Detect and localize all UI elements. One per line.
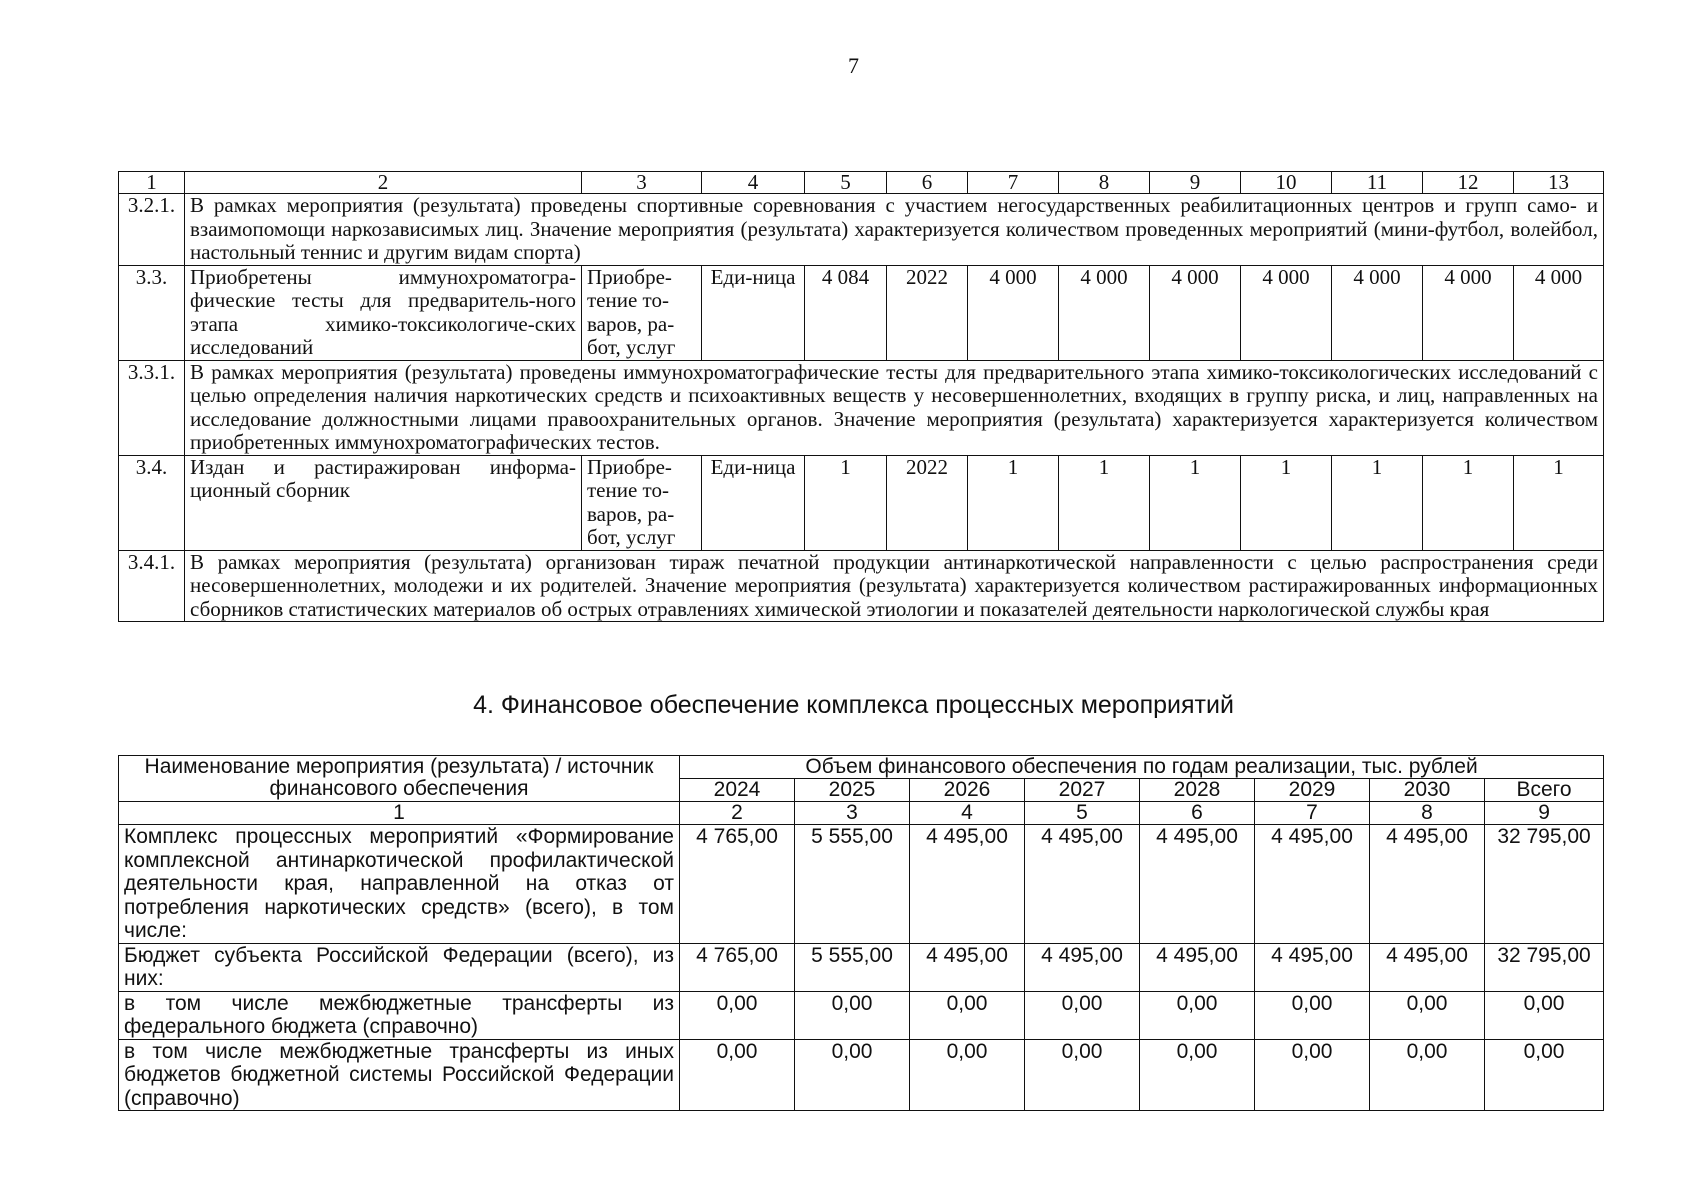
financing-row-other-transfers [119,1039,1604,1111]
value-cell: 1 [1150,455,1241,550]
activity-name: Издан и растиражирован информа-ционный сборник [185,455,582,550]
row-number: 3.3.1. [119,360,185,455]
amount-cell: 0,00 [1370,991,1485,1039]
column-number: 5 [805,172,887,194]
amount-cell: 5 555,00 [795,825,910,944]
amount-cell: 4 495,00 [1025,825,1140,944]
header-volume: Объем финансового обеспечения по годам реализации, тыс. рублей [680,756,1604,779]
year-header: 2024 [680,779,795,802]
column-number: 3 [795,802,910,825]
amount-cell: 0,00 [1255,991,1370,1039]
value-cell: 4 000 [1332,265,1423,360]
column-number: 13 [1514,172,1604,194]
value-cell: 1 [1423,455,1514,550]
row-description: В рамках мероприятия (результата) проведены иммунохроматографические тесты для предварительного этапа химико-токсикологических исследований с целью определения наличия наркотических средств и психоактивных веществ у несовершеннолетних, входящих в группу риска, и лиц, направленных на исследование должностными лицами правоохранительных органов. Значение мероприятия (результата) характеризуется характеризуется количеством приобретенных иммунохроматографических тестов. [185,360,1604,455]
row-number: 3.4. [119,455,185,550]
section-title: 4. Финансовое обеспечение комплекса процессных мероприятий [473,691,1234,719]
amount-cell: 0,00 [795,1039,910,1111]
column-number: 8 [1059,172,1150,194]
amount-cell: 0,00 [910,991,1025,1039]
base-value: 4 084 [805,265,887,360]
value-cell: 4 000 [1059,265,1150,360]
financing-source-name: Бюджет субъекта Российской Федерации (всего), из них: [119,943,680,991]
value-cell: 4 000 [1150,265,1241,360]
base-year: 2022 [887,455,968,550]
row-description: В рамках мероприятия (результата) организован тираж печатной продукции антинаркотической направленности с целью распространения среди несовершеннолетних, молодежи и их родителей. Значение мероприятия (результата) характеризуется количеством растиражированных информационных сборников статистических материалов об острых отравлениях химической этиологии и показателей деятельности наркологической службы края [185,550,1604,622]
value-cell: 4 000 [968,265,1059,360]
activity-type: Приобре-тение то-варов, ра-бот, услуг [582,455,702,550]
activity-name: Приобретены иммунохроматогра-фические тесты для предваритель-ного этапа химико-токсикологиче-ских исследований [185,265,582,360]
column-number: 12 [1423,172,1514,194]
financing-source-name: в том числе межбюджетные трансферты из федерального бюджета (справочно) [119,991,680,1039]
financing-source-name: Комплекс процессных мероприятий «Формирование комплексной антинаркотической профилактической деятельности края, направленной на отказ от потребления наркотических средств» (всего), в том числе: [119,825,680,944]
year-header: 2030 [1370,779,1485,802]
amount-cell: 0,00 [1025,991,1140,1039]
amount-cell: 4 495,00 [1140,825,1255,944]
total-header: Всего [1485,779,1604,802]
amount-cell: 4 495,00 [1370,825,1485,944]
year-header: 2027 [1025,779,1140,802]
amount-cell: 0,00 [1255,1039,1370,1111]
financing-source-name: в том числе межбюджетные трансферты из иных бюджетов бюджетной системы Российской Федерации (справочно) [119,1039,680,1111]
column-number: 4 [702,172,805,194]
amount-cell: 5 555,00 [795,943,910,991]
year-header: 2025 [795,779,910,802]
value-cell: 4 000 [1423,265,1514,360]
total-amount-cell: 32 795,00 [1485,943,1604,991]
table-row-3-4-1 [119,550,1604,622]
unit: Еди-ница [702,455,805,550]
activity-type: Приобре-тение то-варов, ра-бот, услуг [582,265,702,360]
table-row-3-4 [119,455,1604,550]
total-amount-cell: 0,00 [1485,991,1604,1039]
column-number: 5 [1025,802,1140,825]
activities-table [118,171,1604,622]
table-row-3-2-1 [119,194,1604,266]
base-value: 1 [805,455,887,550]
value-cell: 1 [1332,455,1423,550]
column-number-row [119,172,1604,194]
amount-cell: 4 495,00 [1255,943,1370,991]
table-row-3-3 [119,265,1604,360]
financing-row-regional-budget [119,943,1604,991]
year-header: 2029 [1255,779,1370,802]
table-row-3-3-1 [119,360,1604,455]
row-number: 3.4.1. [119,550,185,622]
row-number: 3.2.1. [119,194,185,266]
amount-cell: 0,00 [1370,1039,1485,1111]
amount-cell: 0,00 [1140,1039,1255,1111]
value-cell: 1 [1241,455,1332,550]
column-number-row [119,802,1604,825]
page-number: 7 [848,53,859,78]
financing-table [118,755,1604,1111]
amount-cell: 4 495,00 [910,825,1025,944]
column-number: 1 [119,802,680,825]
header-row [119,756,1604,779]
total-amount-cell: 0,00 [1485,1039,1604,1111]
financing-row-federal-transfers [119,991,1604,1039]
amount-cell: 0,00 [680,1039,795,1111]
year-header: 2028 [1140,779,1255,802]
column-number: 8 [1370,802,1485,825]
value-cell: 4 000 [1241,265,1332,360]
row-number: 3.3. [119,265,185,360]
amount-cell: 4 765,00 [680,943,795,991]
header-activity-name: Наименование мероприятия (результата) / источник финансового обеспечения [119,756,680,802]
value-cell: 1 [1059,455,1150,550]
base-year: 2022 [887,265,968,360]
value-cell: 1 [968,455,1059,550]
column-number: 1 [119,172,185,194]
column-number: 2 [185,172,582,194]
amount-cell: 4 765,00 [680,825,795,944]
value-cell: 4 000 [1514,265,1604,360]
amount-cell: 4 495,00 [910,943,1025,991]
column-number: 3 [582,172,702,194]
amount-cell: 0,00 [795,991,910,1039]
column-number: 11 [1332,172,1423,194]
column-number: 6 [1140,802,1255,825]
amount-cell: 4 495,00 [1255,825,1370,944]
row-description: В рамках мероприятия (результата) проведены спортивные соревнования с участием негосударственных реабилитационных центров и групп само- и взаимопомощи наркозависимых лиц. Значение мероприятия (результата) характеризуется количеством проведенных мероприятий (мини-футбол, волейбол, настольный теннис и другим видам спорта) [185,194,1604,266]
amount-cell: 0,00 [680,991,795,1039]
total-amount-cell: 32 795,00 [1485,825,1604,944]
unit: Еди-ница [702,265,805,360]
column-number: 4 [910,802,1025,825]
column-number: 7 [968,172,1059,194]
column-number: 6 [887,172,968,194]
column-number: 9 [1150,172,1241,194]
amount-cell: 0,00 [1140,991,1255,1039]
amount-cell: 0,00 [1025,1039,1140,1111]
column-number: 2 [680,802,795,825]
value-cell: 1 [1514,455,1604,550]
column-number: 9 [1485,802,1604,825]
year-header: 2026 [910,779,1025,802]
amount-cell: 4 495,00 [1370,943,1485,991]
amount-cell: 4 495,00 [1025,943,1140,991]
amount-cell: 4 495,00 [1140,943,1255,991]
financing-row-complex [119,825,1604,944]
column-number: 7 [1255,802,1370,825]
amount-cell: 0,00 [910,1039,1025,1111]
column-number: 10 [1241,172,1332,194]
